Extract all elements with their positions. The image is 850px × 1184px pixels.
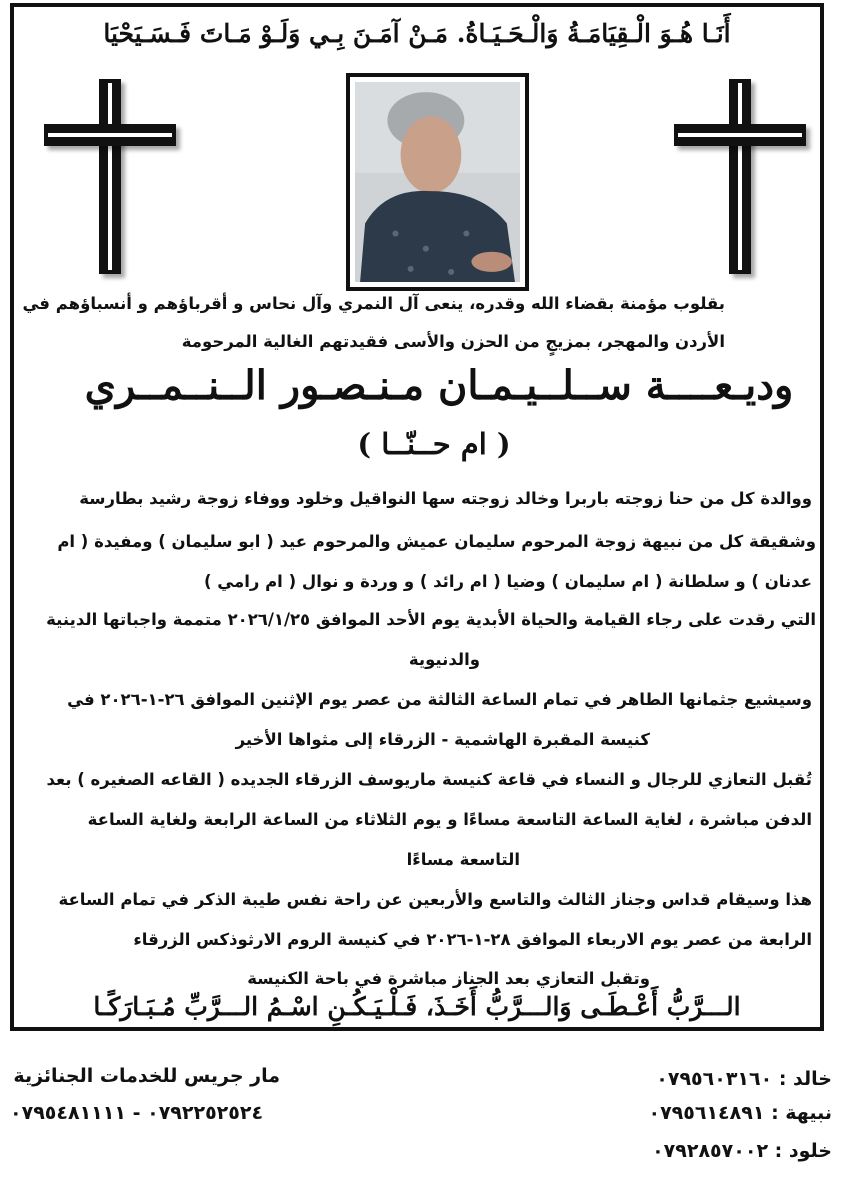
contact-label: خالد :	[778, 1068, 832, 1090]
body-line: وتقبل التعازي بعد الجناز مباشرة في باحة الكنيسة	[247, 969, 650, 988]
contact-number: ٠٧٩٥٦١٤٨٩١	[648, 1102, 765, 1124]
body-line: هذا وسيقام قداس وجناز الثالث والتاسع والأربعين عن راحة نفس طيبة الذكر في تمام الساعة	[58, 890, 812, 909]
obituary-frame	[10, 3, 824, 1031]
body-line: تُقبل التعازي للرجال و النساء في قاعة كنيسة ماريوسف الزرقاء الجديده ( القاعه الصغيره ) بعد	[46, 770, 812, 789]
contact-number: ٠٧٩٥٦٠٣١٦٠	[656, 1068, 773, 1090]
contact-label: خلود :	[774, 1140, 832, 1162]
funeral-service-phone-numbers: ٠٧٩٢٢٥٢٥٢٤ - ٠٧٩٥٤٨١١١١	[10, 1102, 264, 1124]
body-line: الرابعة من عصر يوم الاربعاء الموافق ٢٨-١-٢٠٢٦ في كنيسة الروم الارثوذكس الزرقاء	[133, 930, 812, 949]
portrait-image	[355, 82, 520, 282]
deceased-name: وديـعــــة ســلــيـمـان مـنـصـور الــنــمــري	[84, 362, 794, 409]
portrait-photo	[346, 73, 529, 291]
header-verse: أَنَـا هُـوَ الْـقِيَامَـةُ وَالْـحَـيَـاةُ. مَـنْ آمَـنَ بِـي وَلَـوْ مَـاتَ فَـسَـيَحْيَا	[103, 19, 731, 48]
body-line: وشقيقة كل من نبيهة زوجة المرحوم سليمان عميش والمرحوم عيد ( ابو سليمان ) ومفيدة ( ام	[57, 532, 816, 551]
contact-row	[656, 1068, 832, 1090]
right-cross-icon	[674, 79, 814, 279]
contact-number: ٠٧٩٢٨٥٧٠٠٢	[652, 1140, 769, 1162]
body-line: والدنيوية	[408, 650, 480, 669]
body-line: التاسعة مساءًا	[406, 850, 520, 869]
body-line: وسيشيع جثمانها الطاهر في تمام الساعة الثالثة من عصر يوم الإثنين الموافق ٢٦-١-٢٠٢٦ في	[67, 690, 812, 709]
funeral-service-name: مار جريس للخدمات الجنائزية	[13, 1065, 280, 1087]
body-line: عدنان ) و سلطانة ( ام سليمان ) وضيا ( ام رائد ) و وردة و نوال ( ام رامي )	[204, 572, 812, 591]
contact-row	[648, 1102, 832, 1124]
left-cross-icon	[44, 79, 184, 279]
funeral-service-phones	[10, 1102, 263, 1124]
footer-verse: الـــرَّبُّ أَعْـطَـى وَالـــرَّبُّ أَخَـذَ، فَـلْـيَـكُـنِ اسْـمُ الـــرَّبِّ مُـبَـارَكًـا	[93, 992, 741, 1021]
contact-label: نبيهة :	[771, 1102, 832, 1124]
body-line: كنيسة المقبرة الهاشمية - الزرقاء إلى مثواها الأخير	[235, 730, 650, 749]
body-line: ووالدة كل من حنا زوجته باربرا وخالد زوجته سها النواقيل وخلود ووفاء زوجة رشيد بطارسة	[79, 489, 812, 508]
intro-line-2: الأردن والمهجر، بمزيجٍ من الحزن والأسى فقيدتهم الغالية المرحومة	[181, 332, 725, 351]
body-line: التي رقدت على رجاء القيامة والحياة الأبدية يوم الأحد الموافق ٢٠٢٦/١/٢٥ متممة واجباتها الدينية	[46, 610, 816, 629]
body-line: الدفن مباشرة ، لغاية الساعة التاسعة مساءًا و يوم الثلاثاء من الساعة الرابعة ولغاية الساعة	[87, 810, 812, 829]
deceased-nickname: ( ام حــنّــا )	[357, 427, 511, 461]
intro-line-1: بقلوب مؤمنة بقضاء الله وقدره، ينعى آل النمري وآل نحاس و أقرباؤهم و أنسباؤهم في	[22, 294, 725, 313]
contact-row	[652, 1140, 832, 1162]
